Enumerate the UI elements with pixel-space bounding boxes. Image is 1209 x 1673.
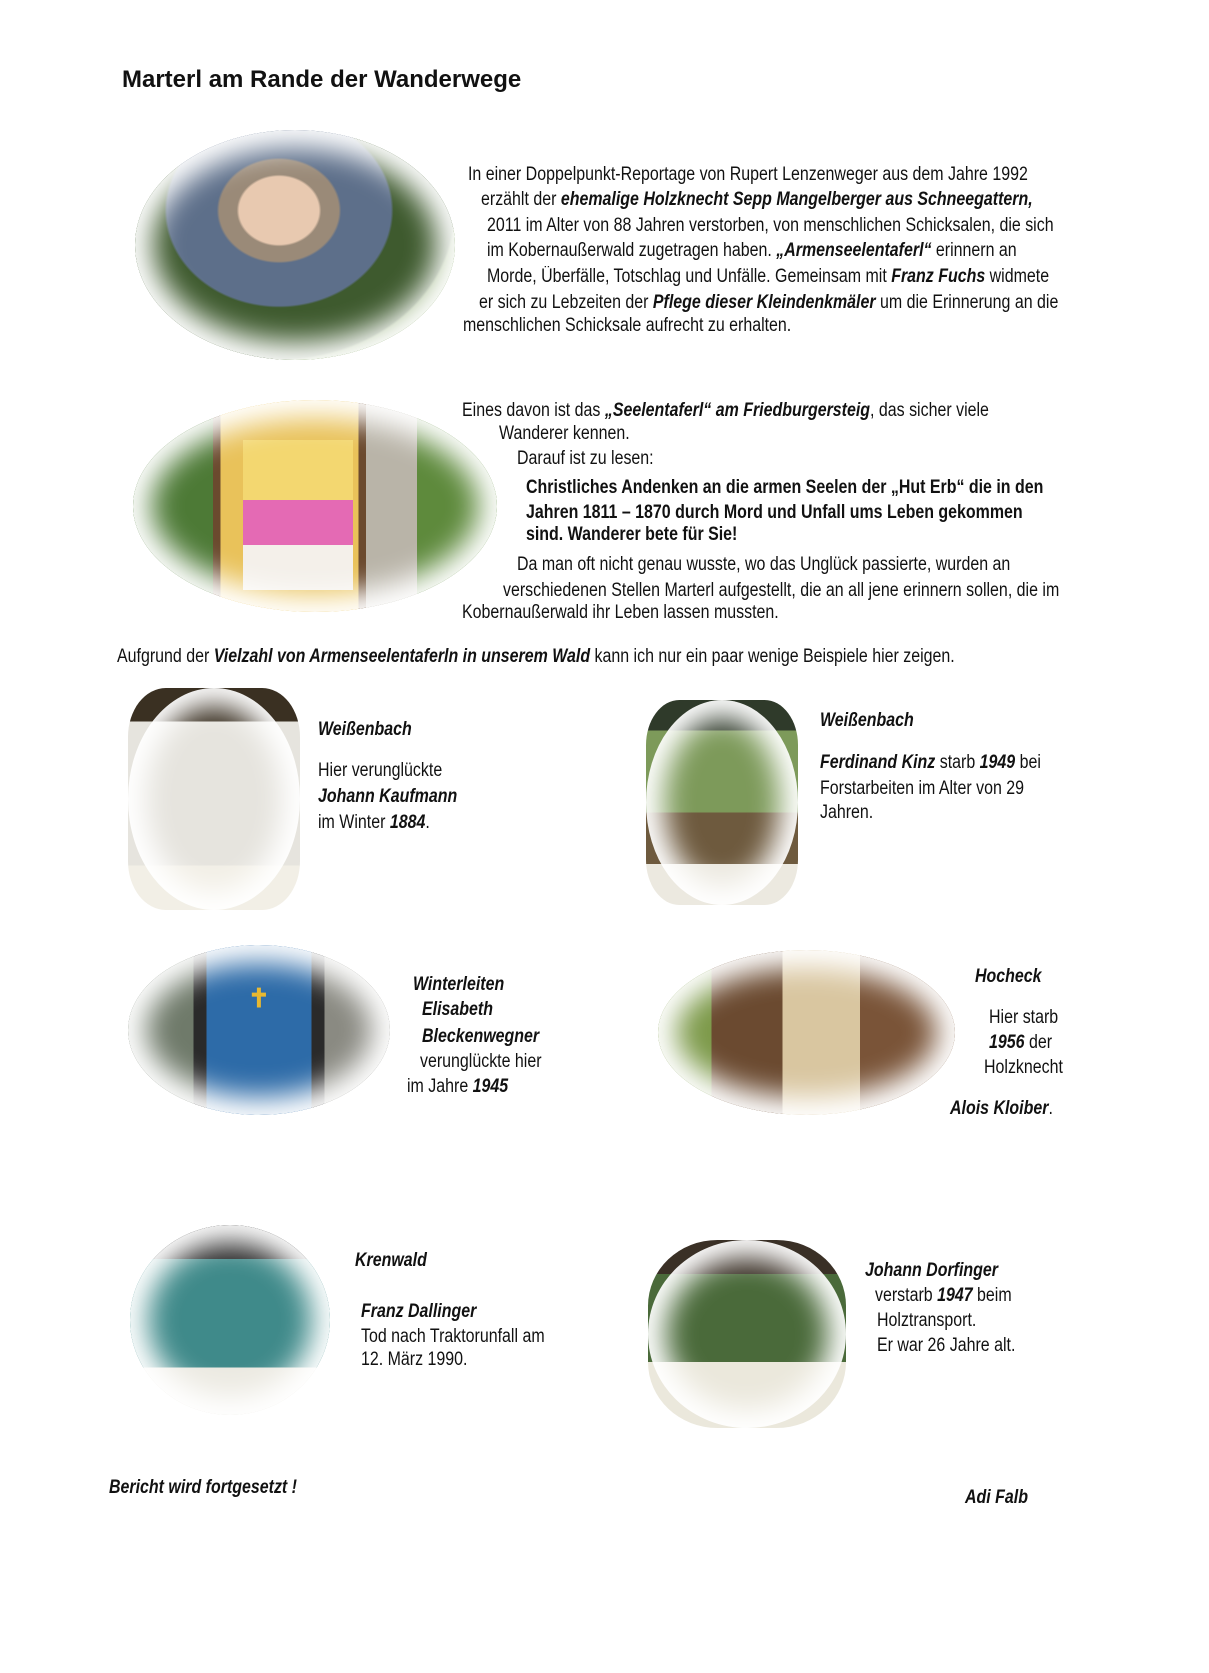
- example-3-place: Winterleiten: [413, 974, 505, 995]
- example-5-name: Franz Dallinger: [361, 1301, 477, 1322]
- example-2-line-1: Ferdinand Kinz starb 1949 bei: [820, 752, 1041, 773]
- seelentaferl-line-1: Eines davon ist das „Seelentaferl“ am Friedburgersteig, das sicher viele: [462, 400, 989, 421]
- inscription-line-1: Christliches Andenken an die armen Seelen der „Hut Erb“ die in den: [526, 477, 1044, 498]
- intro-line-2: erzählt der ehemalige Holzknecht Sepp Mangelberger aus Schneegattern,: [481, 189, 1033, 210]
- seelentaferl-photo: [133, 400, 497, 612]
- example-3-line-1: verunglückte hier: [420, 1051, 542, 1072]
- seelentaferl-line-3: Darauf ist zu lesen:: [517, 448, 654, 469]
- example-2-line-3: Jahren.: [820, 802, 874, 823]
- intro-line-1: In einer Doppelpunkt-Reportage von Rupert Lenzenweger aus dem Jahre 1992: [468, 164, 1028, 185]
- example-6-line-1: verstarb 1947 beim: [875, 1285, 1012, 1306]
- example-5-place: Krenwald: [355, 1250, 427, 1271]
- marterl-photo-alois-kloiber: [658, 950, 955, 1115]
- example-1-line-1: Hier verunglückte: [318, 760, 443, 781]
- intro-line-3: 2011 im Alter von 88 Jahren verstorben, von menschlichen Schicksalen, die sich: [487, 215, 1054, 236]
- example-4-line-2: 1956 der: [989, 1032, 1053, 1053]
- inscription-line-3: sind. Wanderer bete für Sie!: [526, 524, 738, 545]
- example-1-place: Weißenbach: [318, 719, 412, 740]
- example-4-place: Hocheck: [975, 966, 1042, 987]
- marterl-photo-johann-kaufmann: [128, 688, 300, 910]
- example-3-name-1: Elisabeth: [422, 999, 493, 1020]
- marterl-photo-ferdinand-kinz: [646, 700, 798, 905]
- intro-line-6: er sich zu Lebzeiten der Pflege dieser Kleindenkmäler um die Erinnerung an die: [479, 292, 1059, 313]
- example-4-name: Alois Kloiber.: [950, 1098, 1053, 1119]
- seelentaferl-line-2: Wanderer kennen.: [499, 423, 630, 444]
- example-4-line-3: Holzknecht: [984, 1057, 1063, 1078]
- example-6-line-2: Holztransport.: [877, 1310, 977, 1331]
- example-2-place: Weißenbach: [820, 710, 914, 731]
- author-name: Adi Falb: [965, 1487, 1028, 1508]
- seelentaferl-line-6: Kobernaußerwald ihr Leben lassen mussten.: [462, 602, 779, 623]
- example-1-name: Johann Kaufmann: [318, 786, 458, 807]
- intro-line-4: im Kobernaußerwald zugetragen haben. „Armenseelentaferl“ erinnern an: [487, 240, 1017, 261]
- seelentaferl-line-4: Da man oft nicht genau wusste, wo das Unglück passierte, wurden an: [517, 554, 1011, 575]
- example-4-line-1: Hier starb: [989, 1007, 1059, 1028]
- example-5-line-1: Tod nach Traktorunfall am: [361, 1326, 545, 1347]
- intro-line-5: Morde, Überfälle, Totschlag und Unfälle. Gemeinsam mit Franz Fuchs widmete: [487, 266, 1050, 287]
- example-5-line-2: 12. März 1990.: [361, 1349, 468, 1370]
- example-2-line-2: Forstarbeiten im Alter von 29: [820, 778, 1025, 799]
- marterl-photo-elisabeth-bleckenwegner: [128, 945, 390, 1115]
- intro-line-7: menschlichen Schicksale aufrecht zu erhalten.: [463, 315, 792, 336]
- example-3-name-2: Bleckenwegner: [422, 1026, 540, 1047]
- example-1-line-3: im Winter 1884.: [318, 812, 430, 833]
- inscription-line-2: Jahren 1811 – 1870 durch Mord und Unfall ums Leben gekommen: [526, 502, 1023, 523]
- example-3-line-2: im Jahre 1945: [407, 1076, 509, 1097]
- page-title: Marterl am Rande der Wanderwege: [122, 66, 522, 93]
- continued-note: Bericht wird fortgesetzt !: [109, 1477, 298, 1498]
- painted-panel: [243, 440, 353, 590]
- marterl-photo-franz-dallinger: [130, 1225, 330, 1415]
- portrait-photo-sepp-mangelberger: [135, 130, 455, 360]
- marterl-photo-johann-dorfinger: [648, 1240, 846, 1428]
- example-6-name: Johann Dorfinger: [865, 1260, 999, 1281]
- seelentaferl-line-5: verschiedenen Stellen Marterl aufgestellt, die an all jene erinnern sollen, die im: [503, 580, 1060, 601]
- example-6-line-3: Er war 26 Jahre alt.: [877, 1335, 1016, 1356]
- cross-icon: ✝: [248, 983, 270, 1013]
- aufgrund-line: Aufgrund der Vielzahl von Armenseelentaferln in unserem Wald kann ich nur ein paar wenige Beispiele hier zeigen.: [117, 646, 955, 667]
